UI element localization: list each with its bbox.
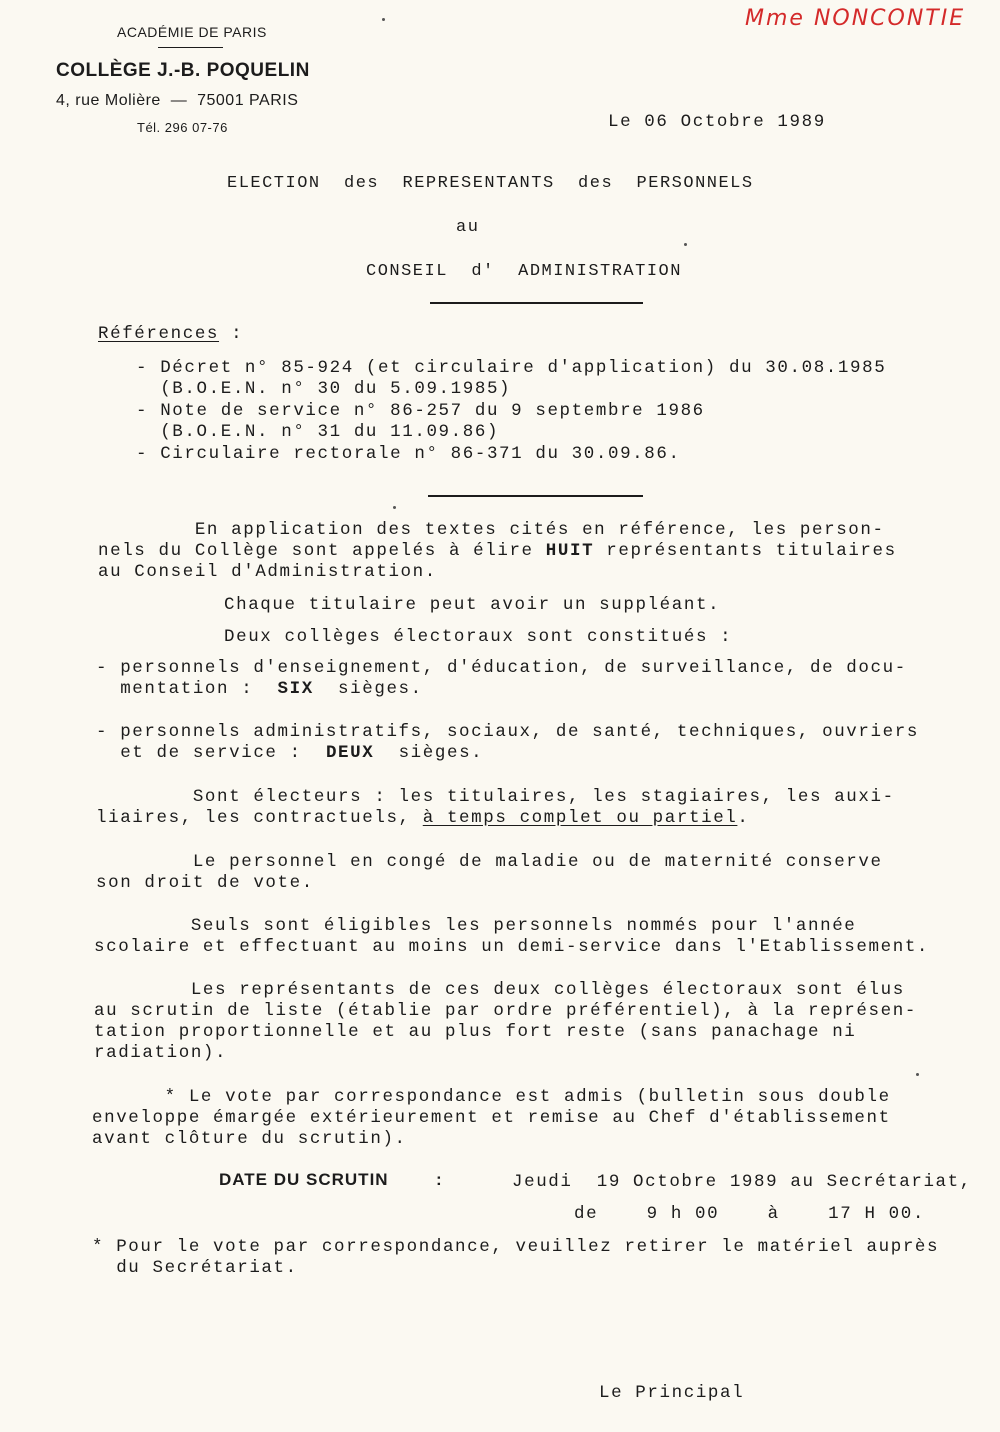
scrutin-rules-line: Les représentants de ces deux collèges électoraux sont élus: [94, 980, 905, 1000]
scrutin-hours: de 9 h 00 à 17 H 00.: [574, 1204, 925, 1224]
eligibles-line: scolaire et effectuant au moins un demi-service dans l'Etablissement.: [94, 937, 930, 957]
correspondance-line: avant clôture du scrutin).: [92, 1129, 407, 1149]
references-label: Références: [98, 324, 220, 344]
handwritten-note: Mme NONCONTIE: [745, 6, 966, 31]
letterhead-address: 4, rue Molière — 75001 PARIS: [56, 92, 299, 109]
references-divider: [428, 495, 643, 497]
reference-item: (B.O.E.N. n° 31 du 11.09.86): [136, 422, 500, 442]
paragraph-2: Chaque titulaire peut avoir un suppléant.: [224, 595, 721, 615]
scrutin-label: DATE DU SCRUTIN: [219, 1170, 389, 1189]
scrutin-rules-line: au scrutin de liste (établie par ordre préférentiel), à la représen-: [94, 1001, 917, 1021]
text-run: représentants titulaires: [594, 541, 897, 561]
reference-item: - Note de service n° 86-257 du 9 septembre 1986: [136, 401, 705, 421]
underlined-text: à temps complet ou partiel: [422, 808, 738, 828]
text-run: .: [737, 808, 750, 828]
electeurs-line: [96, 808, 750, 829]
reference-item: - Décret n° 85-924 (et circulaire d'application) du 30.08.1985: [136, 358, 887, 378]
electeurs-line: Sont électeurs : les titulaires, les stagiaires, les auxi-: [96, 787, 895, 807]
correspondance-line: enveloppe émargée extérieurement et remise au Chef d'établissement: [92, 1108, 891, 1128]
text-run: et de service :: [96, 743, 326, 763]
letterhead-tel: Tél. 296 07-76: [137, 120, 228, 135]
eligibles-line: Seuls sont éligibles les personnels nommés pour l'année: [94, 916, 857, 936]
letterhead-college: COLLÈGE J.-B. POQUELIN: [56, 60, 310, 81]
paragraph-3: Deux collèges électoraux sont constitués :: [224, 627, 733, 647]
paragraph-1-line: En application des textes cités en référence, les person-: [98, 520, 885, 540]
reference-item: - Circulaire rectorale n° 86-371 du 30.09.86.: [136, 444, 681, 464]
scrutin-date: Jeudi 19 Octobre 1989 au Secrétariat,: [512, 1172, 972, 1192]
text-run: nels du Collège sont appelés à élire: [98, 541, 546, 561]
references-heading: [98, 324, 243, 345]
letterhead-academie: ACADÉMIE DE PARIS: [117, 24, 267, 40]
count-deux: DEUX: [325, 743, 375, 763]
document-date: Le 06 Octobre 1989: [608, 112, 826, 132]
paper-speck: [684, 243, 687, 246]
references-colon: :: [219, 324, 244, 344]
college-2-line: - personnels administratifs, sociaux, de santé, techniques, ouvriers: [96, 722, 919, 742]
text-run: liaires, les contractuels,: [96, 808, 423, 828]
correspondance-line: * Le vote par correspondance est admis (bulletin sous double: [92, 1087, 891, 1107]
paper-speck: [393, 506, 396, 509]
college-2-line: [96, 743, 483, 764]
conge-line: son droit de vote.: [96, 873, 314, 893]
paragraph-1-line: [98, 541, 897, 562]
letterhead-rule: [158, 47, 223, 48]
title-line-3: CONSEIL d' ADMINISTRATION: [366, 262, 682, 281]
scrutin-colon: :: [436, 1170, 442, 1189]
paper-speck: [916, 1073, 919, 1076]
reference-item: (B.O.E.N. n° 30 du 5.09.1985): [136, 379, 512, 399]
footnote-line: du Secrétariat.: [92, 1258, 298, 1278]
title-line-2: au: [456, 218, 480, 237]
title-line-1: ELECTION des REPRESENTANTS des PERSONNELS: [227, 174, 754, 193]
text-run: sièges.: [374, 743, 484, 763]
scrutin-rules-line: tation proportionnelle et au plus fort reste (sans panachage ni: [94, 1022, 857, 1042]
college-1-line: - personnels d'enseignement, d'éducation, de surveillance, de docu-: [96, 658, 907, 678]
signature: Le Principal: [599, 1383, 745, 1403]
count-six: SIX: [277, 679, 314, 699]
footnote-line: * Pour le vote par correspondance, veuillez retirer le matériel auprès: [92, 1237, 940, 1257]
count-huit: HUIT: [545, 541, 595, 561]
paper-speck: [382, 18, 385, 21]
paragraph-1-line: au Conseil d'Administration.: [98, 562, 437, 582]
conge-line: Le personnel en congé de maladie ou de maternité conserve: [96, 852, 883, 872]
college-1-line: [96, 679, 423, 700]
text-run: mentation :: [96, 679, 278, 699]
scrutin-rules-line: radiation).: [94, 1043, 228, 1063]
text-run: sièges.: [313, 679, 423, 699]
title-divider: [430, 302, 643, 304]
